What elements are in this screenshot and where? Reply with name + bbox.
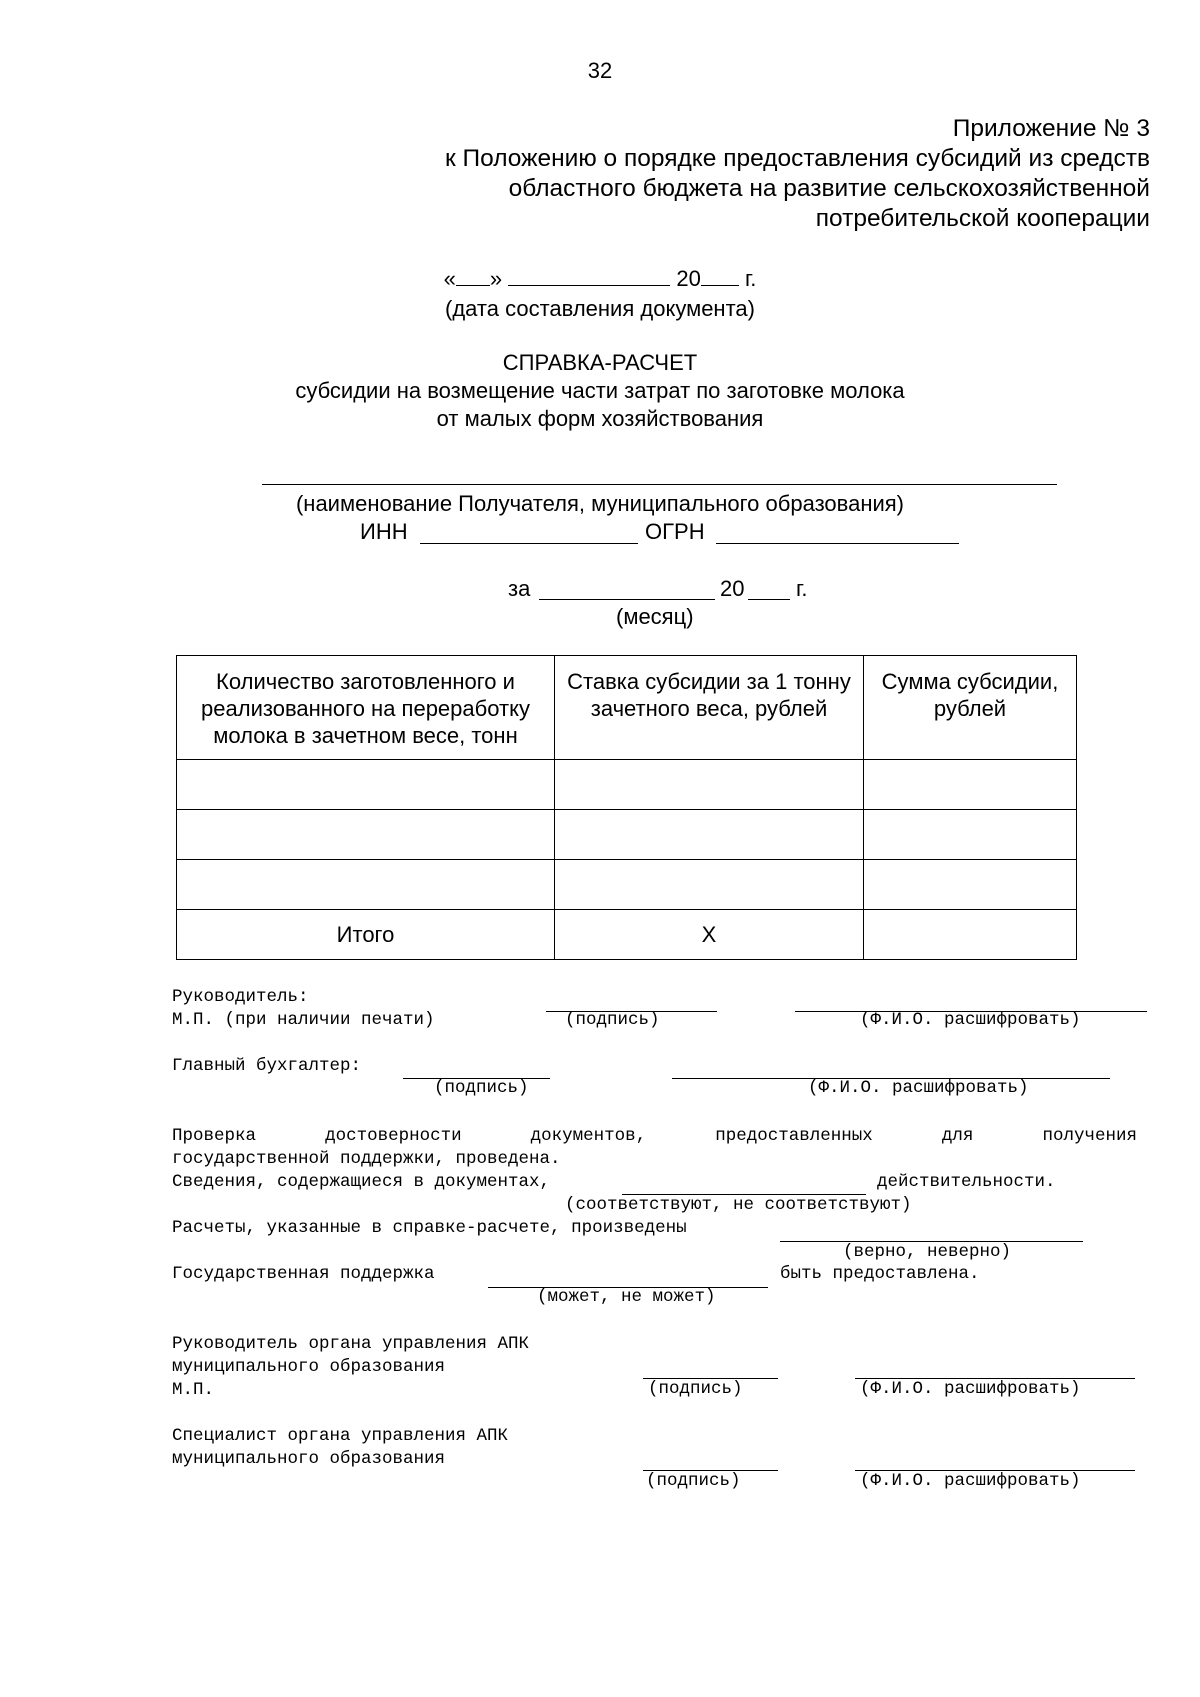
table-cell[interactable] <box>177 760 555 810</box>
accountant-label: Главный бухгалтер: <box>172 1056 362 1076</box>
apk-head-stamp: М.П. <box>172 1380 215 1400</box>
appendix-line-3: областного бюджета на развитие сельскохозяйственной <box>508 175 1150 202</box>
head-label: Руководитель: <box>172 987 309 1007</box>
verification-line-1 <box>172 1126 1137 1146</box>
table-cell[interactable] <box>864 810 1077 860</box>
verification-word: достоверности <box>325 1126 462 1146</box>
support-prefix: Государственная поддержка <box>172 1264 435 1284</box>
table-cell[interactable] <box>864 860 1077 910</box>
apk-specialist-signature-caption: (подпись) <box>646 1471 741 1491</box>
page-number: 32 <box>587 58 613 83</box>
date-month-blank[interactable] <box>508 267 670 286</box>
date-year-suffix: г. <box>744 266 757 291</box>
total-amount[interactable] <box>864 910 1077 960</box>
info-prefix: Сведения, содержащиеся в документах, <box>172 1172 551 1192</box>
table-cell[interactable] <box>555 810 864 860</box>
subsidy-calculation-table <box>176 655 1077 960</box>
table-cell[interactable] <box>864 760 1077 810</box>
verification-line-2: государственной поддержки, проведена. <box>172 1149 561 1169</box>
recipient-name-line[interactable] <box>262 484 1057 485</box>
period-year-line[interactable] <box>748 599 790 600</box>
info-caption: (соответствуют, не соответствуют) <box>565 1195 912 1215</box>
apk-head-line-1: Руководитель органа управления АПК <box>172 1334 530 1354</box>
table-total-row <box>177 910 1077 960</box>
header-quantity: Количество заготовленного и реализованного на переработку молока в зачетном весе, тонн <box>177 656 555 760</box>
ogrn-label: ОГРН <box>645 519 705 544</box>
table-row <box>177 860 1077 910</box>
total-rate-mark: Х <box>555 910 864 960</box>
apk-specialist-line-1: Специалист органа управления АПК <box>172 1426 509 1446</box>
head-signature-caption: (подпись) <box>565 1010 660 1030</box>
total-label: Итого <box>177 910 555 960</box>
appendix-title: Приложение № 3 <box>952 115 1150 142</box>
inn-field-line[interactable] <box>420 543 638 544</box>
date-caption: (дата составления документа) <box>445 296 755 321</box>
table-row <box>177 810 1077 860</box>
date-day-blank[interactable] <box>456 267 490 286</box>
support-suffix: быть предоставлена. <box>780 1264 980 1284</box>
apk-head-line-2: муниципального образования <box>172 1357 446 1377</box>
document-date-line <box>0 266 1200 292</box>
table-cell[interactable] <box>555 860 864 910</box>
inn-label: ИНН <box>360 519 408 544</box>
verification-word: документов, <box>530 1126 647 1146</box>
accountant-fio-caption: (Ф.И.О. расшифровать) <box>808 1078 1029 1098</box>
table-header-row <box>177 656 1077 760</box>
document-title: СПРАВКА-РАСЧЕТ <box>502 350 698 375</box>
appendix-line-4: потребительской кооперации <box>815 205 1150 232</box>
info-suffix: действительности. <box>877 1172 1056 1192</box>
calc-prefix: Расчеты, указанные в справке-расчете, произведены <box>172 1218 687 1238</box>
date-year-blank[interactable] <box>701 267 739 286</box>
table-cell[interactable] <box>177 810 555 860</box>
appendix-line-2: к Положению о порядке предоставления субсидий из средств <box>444 145 1150 172</box>
support-caption: (может, не может) <box>537 1287 716 1307</box>
date-quote-close: » <box>489 266 503 291</box>
verification-word: Проверка <box>172 1126 257 1146</box>
accountant-signature-caption: (подпись) <box>434 1078 529 1098</box>
apk-specialist-fio-caption: (Ф.И.О. расшифровать) <box>860 1471 1081 1491</box>
period-caption: (месяц) <box>616 604 694 629</box>
date-quote-open: « <box>443 266 456 291</box>
period-year-prefix: 20 <box>720 576 745 601</box>
document-subtitle-2: от малых форм хозяйствования <box>436 406 764 431</box>
table-cell[interactable] <box>177 860 555 910</box>
verification-word: для <box>941 1126 974 1146</box>
apk-head-fio-caption: (Ф.И.О. расшифровать) <box>860 1379 1081 1399</box>
calc-caption: (верно, неверно) <box>843 1242 1012 1262</box>
date-year-prefix: 20 <box>676 266 701 291</box>
appendix-header <box>445 114 1150 234</box>
head-stamp-note: М.П. (при наличии печати) <box>172 1010 435 1030</box>
ogrn-field-line[interactable] <box>716 543 959 544</box>
document-subtitle-1: субсидии на возмещение части затрат по заготовке молока <box>295 378 905 403</box>
header-rate: Ставка субсидии за 1 тонну зачетного веса, рублей <box>555 656 864 760</box>
verification-word: получения <box>1042 1126 1137 1146</box>
header-amount: Сумма субсидии, рублей <box>864 656 1077 760</box>
recipient-caption: (наименование Получателя, муниципального образования) <box>295 491 905 516</box>
apk-specialist-line-2: муниципального образования <box>172 1449 446 1469</box>
table-cell[interactable] <box>555 760 864 810</box>
apk-head-signature-caption: (подпись) <box>648 1379 743 1399</box>
period-prefix: за <box>508 576 531 601</box>
period-month-line[interactable] <box>539 599 715 600</box>
head-fio-caption: (Ф.И.О. расшифровать) <box>860 1010 1081 1030</box>
verification-word: предоставленных <box>715 1126 873 1146</box>
table-row <box>177 760 1077 810</box>
period-year-suffix: г. <box>796 576 808 601</box>
